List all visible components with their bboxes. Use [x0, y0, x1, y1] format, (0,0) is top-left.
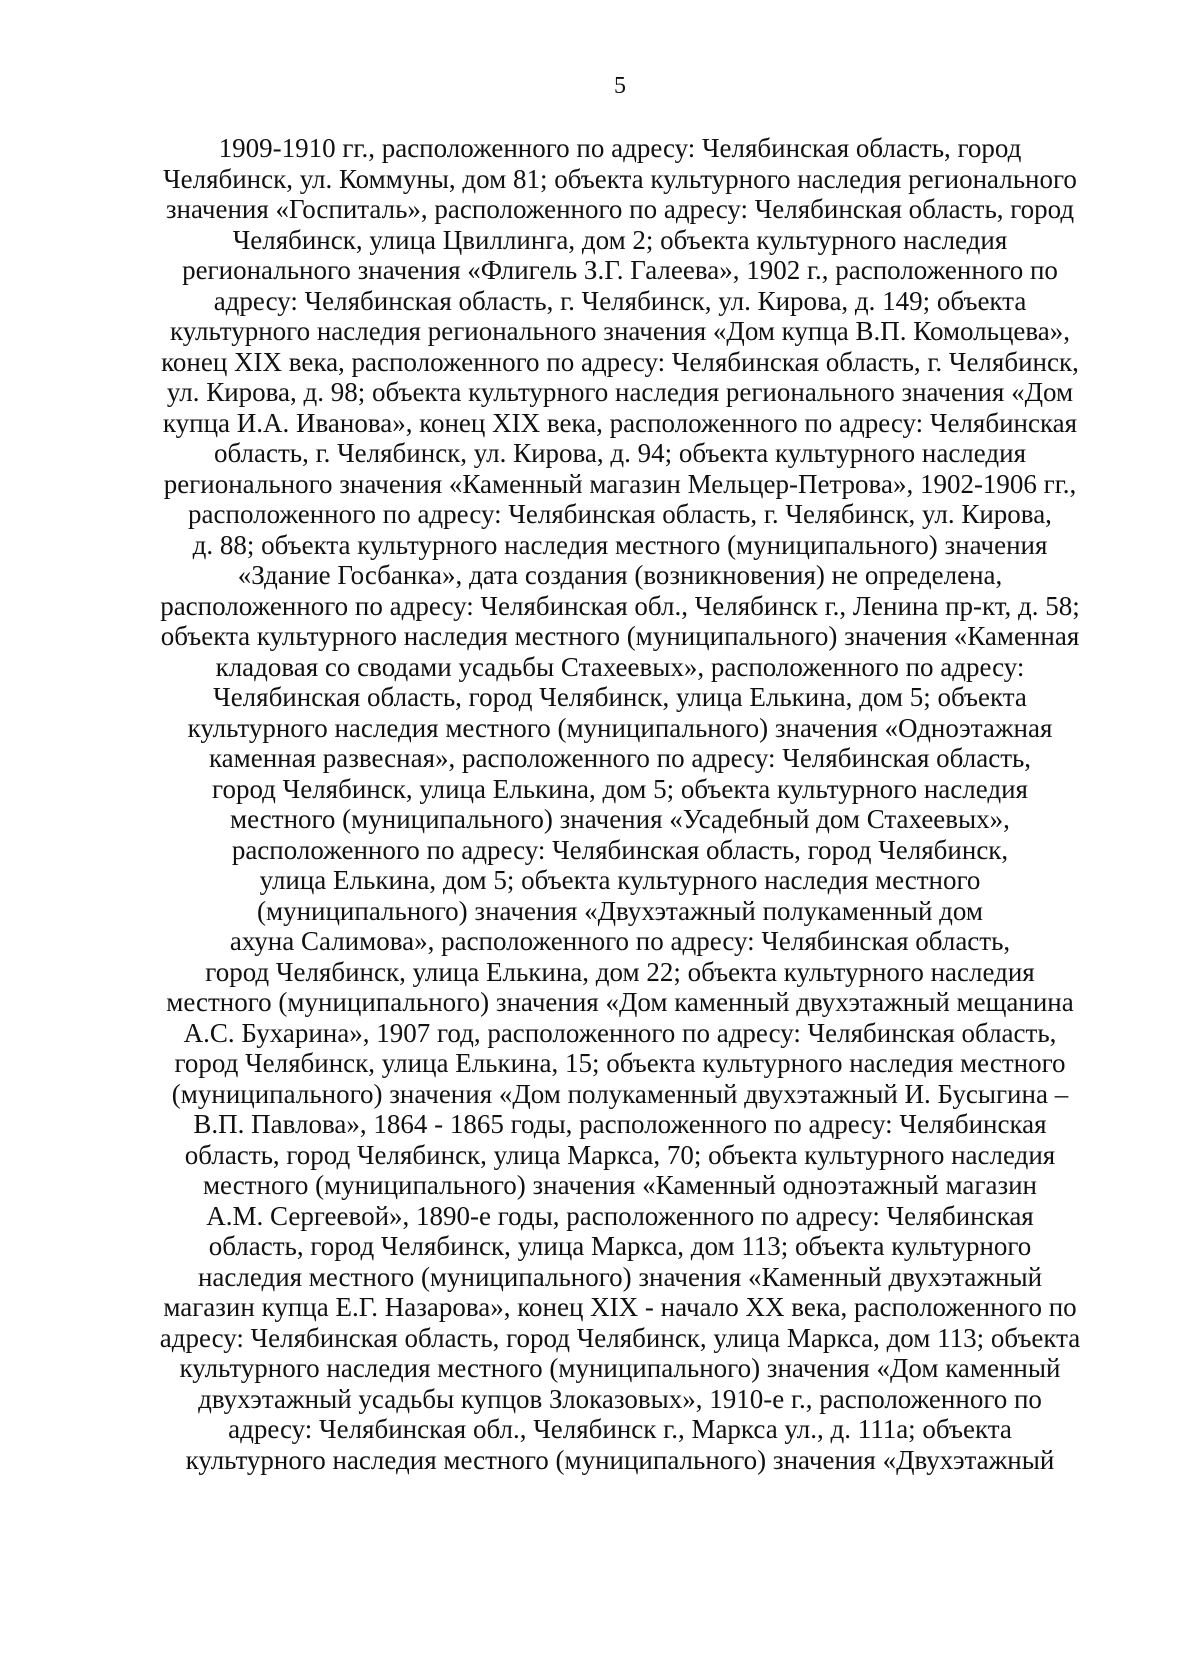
text-line: объекта культурного наследия местного (муниципального) значения «Каменная: [160, 621, 1080, 651]
text-line: наследия местного (муниципального) значения «Каменный двухэтажный: [197, 1261, 1043, 1292]
text-line: расположенного по адресу: Челябинская обл., Челябинск г., Ленина пр-кт, д. 58;: [160, 590, 1080, 621]
text-line: культурного наследия регионального значения «Дом купца В.П. Комольцева»,: [169, 316, 1071, 346]
text-line: местного (муниципального) значения «Каменный одноэтажный магазин: [202, 1170, 1038, 1200]
text-line: 1909-1910 гг., расположенного по адресу: Челябинская область, город: [218, 133, 1022, 163]
text-line: (муниципального) значения «Двухэтажный полукаменный дом: [257, 895, 983, 926]
text-line: каменная развесная», расположенного по адресу: Челябинская область,: [208, 743, 1032, 773]
text-line: «Здание Госбанка», дата создания (возникновения) не определена,: [237, 560, 1003, 590]
text-line: регионального значения «Каменный магазин Мельцер-Петрова», 1902-1906 гг.,: [163, 468, 1077, 499]
text-line: область, город Челябинск, улица Маркса, 70; объекта культурного наследия: [184, 1139, 1056, 1170]
text-line: расположенного по адресу: Челябинская область, город Челябинск,: [231, 834, 1009, 865]
text-line: улица Елькина, дом 5; объекта культурного наследия местного: [259, 865, 981, 895]
text-line: кладовая со сводами усадьбы Стахеевых», расположенного по адресу:: [215, 651, 1025, 682]
text-line: Челябинская область, город Челябинск, улица Елькина, дом 5; объекта: [213, 682, 1027, 712]
text-line: город Челябинск, улица Елькина, 15; объекта культурного наследия местного: [174, 1048, 1066, 1078]
text-line: ахуна Салимова», расположенного по адресу: Челябинская область,: [229, 926, 1011, 956]
document-body: [120, 133, 1120, 1475]
text-line: местного (муниципального) значения «Дом каменный двухэтажный мещанина: [166, 987, 1074, 1017]
text-line: адресу: Челябинская область, город Челябинск, улица Маркса, дом 113; объекта: [159, 1322, 1081, 1353]
text-line: Челябинск, ул. Коммуны, дом 81; объекта культурного наследия регионального: [163, 163, 1077, 194]
text-line: культурного наследия местного (муниципального) значения «Дом каменный: [179, 1353, 1061, 1383]
text-line: местного (муниципального) значения «Усадебный дом Стахеевых»,: [230, 804, 1010, 834]
text-line: культурного наследия местного (муниципального) значения «Одноэтажная: [187, 712, 1053, 743]
text-line: магазин купца Е.Г. Назарова», конец XIX - начало XX века, расположенного по: [163, 1292, 1077, 1322]
text-line: (муниципального) значения «Дом полукаменный двухэтажный И. Бусыгина –: [171, 1078, 1069, 1109]
text-line: двухэтажный усадьбы купцов Злоказовых», 1910-е г., расположенного по: [198, 1383, 1042, 1414]
text-line: расположенного по адресу: Челябинская область, г. Челябинск, ул. Кирова,: [188, 499, 1052, 529]
text-line: область, город Челябинск, улица Маркса, дом 113; объекта культурного: [208, 1231, 1032, 1261]
text-line: А.М. Сергеевой», 1890-е годы, расположенного по адресу: Челябинская: [206, 1200, 1034, 1231]
text-line: Челябинск, улица Цвиллинга, дом 2; объекта культурного наследия: [232, 224, 1008, 255]
text-line: город Челябинск, улица Елькина, дом 5; объекта культурного наследия: [212, 773, 1028, 804]
text-line: д. 88; объекта культурного наследия местного (муниципального) значения: [192, 529, 1048, 560]
text-line: купца И.А. Иванова», конец XIX века, расположенного по адресу: Челябинская: [162, 407, 1078, 438]
text-line: А.С. Бухарина», 1907 год, расположенного по адресу: Челябинская область,: [183, 1017, 1057, 1048]
text-line: адресу: Челябинская обл., Челябинск г., Маркса ул., д. 111а; объекта: [228, 1414, 1012, 1444]
text-line: В.П. Павлова», 1864 - 1865 годы, расположенного по адресу: Челябинская: [193, 1109, 1047, 1139]
page-number: 5: [614, 73, 626, 99]
text-line: ул. Кирова, д. 98; объекта культурного наследия регионального значения «Дом: [166, 377, 1074, 407]
text-line: значения «Госпиталь», расположенного по адресу: Челябинская область, город: [165, 194, 1075, 224]
text-line: область, г. Челябинск, ул. Кирова, д. 94; объекта культурного наследия: [213, 438, 1027, 468]
text-line: конец XIX века, расположенного по адресу: Челябинская область, г. Челябинск,: [161, 346, 1079, 377]
text-line: культурного наследия местного (муниципального) значения «Двухэтажный: [185, 1444, 1055, 1475]
text-line: адресу: Челябинская область, г. Челябинск, ул. Кирова, д. 149; объекта: [213, 285, 1027, 316]
text-line: город Челябинск, улица Елькина, дом 22; объекта культурного наследия: [205, 956, 1035, 987]
text-line: регионального значения «Флигель З.Г. Галеева», 1902 г., расположенного по: [182, 255, 1058, 285]
